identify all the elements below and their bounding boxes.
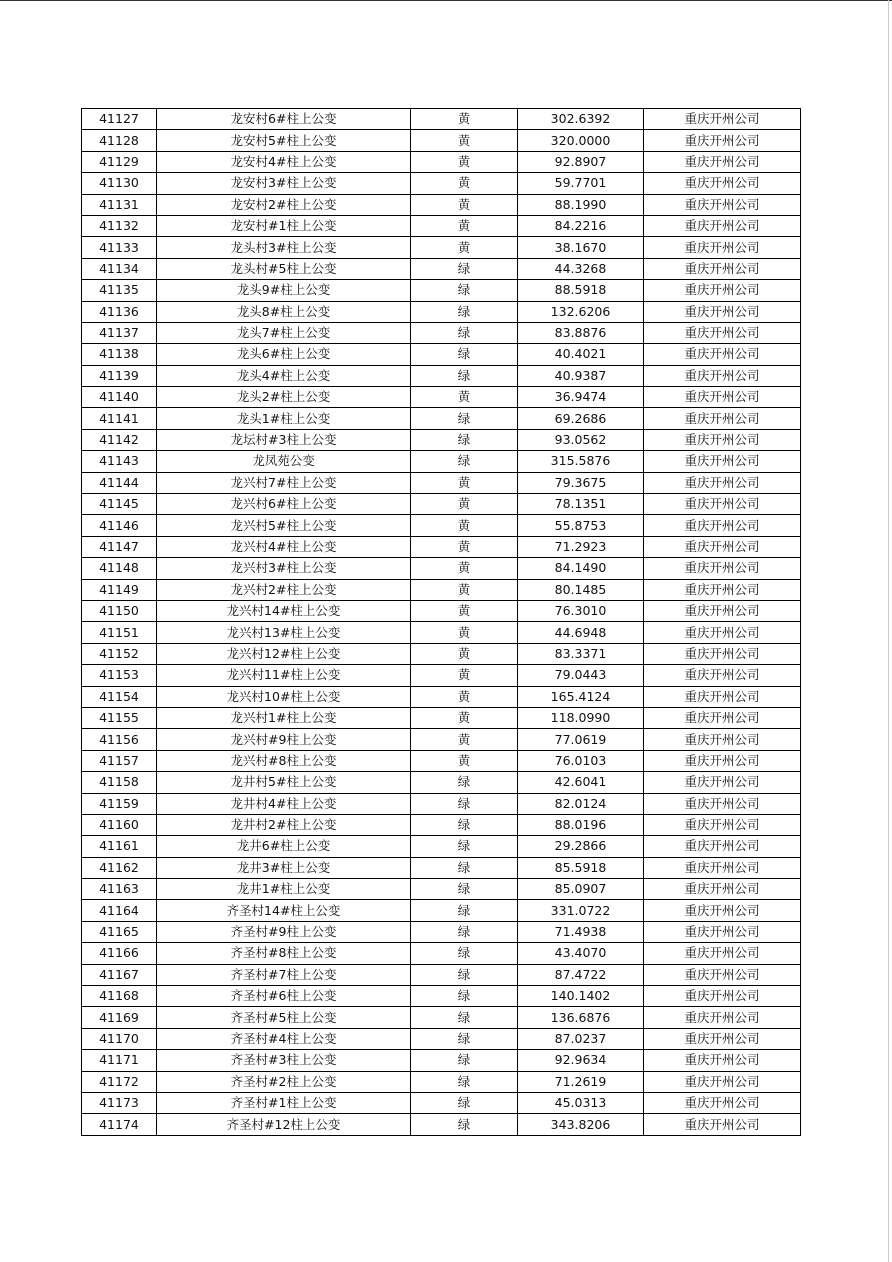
row-id-cell: 41137 — [82, 322, 157, 343]
status-cell: 绿 — [411, 814, 518, 835]
value-cell: 132.6206 — [518, 301, 644, 322]
row-id-cell: 41173 — [82, 1092, 157, 1113]
status-cell: 绿 — [411, 429, 518, 450]
transformer-name-cell: 龙兴村10#柱上公变 — [157, 686, 411, 707]
table-row — [82, 665, 801, 686]
transformer-name-cell: 龙兴村1#柱上公变 — [157, 707, 411, 728]
status-cell: 黄 — [411, 215, 518, 236]
row-id-cell: 41132 — [82, 215, 157, 236]
table-row — [82, 1092, 801, 1113]
transformer-name-cell: 齐圣村#2柱上公变 — [157, 1071, 411, 1092]
table-row — [82, 1071, 801, 1092]
table-row — [82, 429, 801, 450]
company-cell: 重庆开州公司 — [644, 729, 801, 750]
row-id-cell: 41130 — [82, 173, 157, 194]
value-cell: 45.0313 — [518, 1092, 644, 1113]
status-cell: 黄 — [411, 665, 518, 686]
transformer-name-cell: 齐圣村#12柱上公变 — [157, 1114, 411, 1135]
value-cell: 88.5918 — [518, 280, 644, 301]
table-row — [82, 322, 801, 343]
company-cell: 重庆开州公司 — [644, 643, 801, 664]
transformer-name-cell: 齐圣村#9柱上公变 — [157, 921, 411, 942]
company-cell: 重庆开州公司 — [644, 365, 801, 386]
company-cell: 重庆开州公司 — [644, 1028, 801, 1049]
company-cell: 重庆开州公司 — [644, 451, 801, 472]
company-cell: 重庆开州公司 — [644, 921, 801, 942]
status-cell: 绿 — [411, 1092, 518, 1113]
row-id-cell: 41157 — [82, 750, 157, 771]
table-row — [82, 494, 801, 515]
table-row — [82, 900, 801, 921]
value-cell: 165.4124 — [518, 686, 644, 707]
row-id-cell: 41171 — [82, 1050, 157, 1071]
status-cell: 黄 — [411, 579, 518, 600]
status-cell: 绿 — [411, 964, 518, 985]
transformer-name-cell: 龙头6#柱上公变 — [157, 344, 411, 365]
row-id-cell: 41152 — [82, 643, 157, 664]
status-cell: 绿 — [411, 1071, 518, 1092]
value-cell: 69.2686 — [518, 408, 644, 429]
value-cell: 78.1351 — [518, 494, 644, 515]
transformer-name-cell: 龙井1#柱上公变 — [157, 879, 411, 900]
value-cell: 140.1402 — [518, 986, 644, 1007]
row-id-cell: 41163 — [82, 879, 157, 900]
row-id-cell: 41167 — [82, 964, 157, 985]
company-cell: 重庆开州公司 — [644, 258, 801, 279]
value-cell: 320.0000 — [518, 130, 644, 151]
status-cell: 绿 — [411, 1007, 518, 1028]
value-cell: 331.0722 — [518, 900, 644, 921]
value-cell: 343.8206 — [518, 1114, 644, 1135]
row-id-cell: 41170 — [82, 1028, 157, 1049]
transformer-name-cell: 龙兴村3#柱上公变 — [157, 558, 411, 579]
transformer-name-cell: 龙头2#柱上公变 — [157, 387, 411, 408]
company-cell: 重庆开州公司 — [644, 622, 801, 643]
value-cell: 44.6948 — [518, 622, 644, 643]
company-cell: 重庆开州公司 — [644, 109, 801, 130]
status-cell: 绿 — [411, 451, 518, 472]
status-cell: 黄 — [411, 622, 518, 643]
status-cell: 黄 — [411, 173, 518, 194]
transformer-name-cell: 龙井村2#柱上公变 — [157, 814, 411, 835]
value-cell: 88.1990 — [518, 194, 644, 215]
value-cell: 85.5918 — [518, 857, 644, 878]
transformer-name-cell: 龙安村5#柱上公变 — [157, 130, 411, 151]
company-cell: 重庆开州公司 — [644, 1114, 801, 1135]
status-cell: 黄 — [411, 686, 518, 707]
value-cell: 55.8753 — [518, 515, 644, 536]
row-id-cell: 41129 — [82, 151, 157, 172]
transformer-name-cell: 龙安村6#柱上公变 — [157, 109, 411, 130]
company-cell: 重庆开州公司 — [644, 964, 801, 985]
company-cell: 重庆开州公司 — [644, 836, 801, 857]
value-cell: 77.0619 — [518, 729, 644, 750]
company-cell: 重庆开州公司 — [644, 515, 801, 536]
value-cell: 71.2923 — [518, 536, 644, 557]
table-row — [82, 1028, 801, 1049]
table-row — [82, 173, 801, 194]
table-row — [82, 836, 801, 857]
row-id-cell: 41161 — [82, 836, 157, 857]
status-cell: 绿 — [411, 365, 518, 386]
status-cell: 绿 — [411, 280, 518, 301]
transformer-name-cell: 龙井村4#柱上公变 — [157, 793, 411, 814]
transformer-name-cell: 齐圣村#1柱上公变 — [157, 1092, 411, 1113]
row-id-cell: 41128 — [82, 130, 157, 151]
table-row — [82, 1007, 801, 1028]
transformer-name-cell: 龙兴村12#柱上公变 — [157, 643, 411, 664]
transformer-name-cell: 龙头村#5柱上公变 — [157, 258, 411, 279]
row-id-cell: 41143 — [82, 451, 157, 472]
transformer-name-cell: 齐圣村#7柱上公变 — [157, 964, 411, 985]
status-cell: 绿 — [411, 1028, 518, 1049]
transformer-name-cell: 龙兴村11#柱上公变 — [157, 665, 411, 686]
page-top-border — [0, 0, 892, 1]
company-cell: 重庆开州公司 — [644, 472, 801, 493]
company-cell: 重庆开州公司 — [644, 558, 801, 579]
transformer-name-cell: 龙头7#柱上公变 — [157, 322, 411, 343]
row-id-cell: 41162 — [82, 857, 157, 878]
table-row — [82, 579, 801, 600]
company-cell: 重庆开州公司 — [644, 1007, 801, 1028]
company-cell: 重庆开州公司 — [644, 408, 801, 429]
table-row — [82, 857, 801, 878]
transformer-name-cell: 齐圣村#8柱上公变 — [157, 943, 411, 964]
company-cell: 重庆开州公司 — [644, 857, 801, 878]
status-cell: 绿 — [411, 772, 518, 793]
value-cell: 40.9387 — [518, 365, 644, 386]
table-row — [82, 1050, 801, 1071]
table-body — [82, 109, 801, 1136]
table-row — [82, 109, 801, 130]
value-cell: 88.0196 — [518, 814, 644, 835]
status-cell: 黄 — [411, 643, 518, 664]
transformer-name-cell: 龙兴村6#柱上公变 — [157, 494, 411, 515]
company-cell: 重庆开州公司 — [644, 1050, 801, 1071]
row-id-cell: 41174 — [82, 1114, 157, 1135]
company-cell: 重庆开州公司 — [644, 814, 801, 835]
status-cell: 黄 — [411, 109, 518, 130]
row-id-cell: 41148 — [82, 558, 157, 579]
table-row — [82, 600, 801, 621]
company-cell: 重庆开州公司 — [644, 579, 801, 600]
value-cell: 38.1670 — [518, 237, 644, 258]
status-cell: 黄 — [411, 494, 518, 515]
transformer-name-cell: 龙头4#柱上公变 — [157, 365, 411, 386]
value-cell: 42.6041 — [518, 772, 644, 793]
row-id-cell: 41154 — [82, 686, 157, 707]
status-cell: 绿 — [411, 258, 518, 279]
status-cell: 黄 — [411, 558, 518, 579]
company-cell: 重庆开州公司 — [644, 536, 801, 557]
status-cell: 黄 — [411, 387, 518, 408]
row-id-cell: 41166 — [82, 943, 157, 964]
transformer-name-cell: 龙头9#柱上公变 — [157, 280, 411, 301]
transformer-table — [81, 108, 801, 1136]
row-id-cell: 41144 — [82, 472, 157, 493]
value-cell: 87.0237 — [518, 1028, 644, 1049]
table-row — [82, 280, 801, 301]
transformer-name-cell: 龙兴村5#柱上公变 — [157, 515, 411, 536]
table-row — [82, 387, 801, 408]
value-cell: 59.7701 — [518, 173, 644, 194]
company-cell: 重庆开州公司 — [644, 1092, 801, 1113]
company-cell: 重庆开州公司 — [644, 173, 801, 194]
transformer-name-cell: 齐圣村14#柱上公变 — [157, 900, 411, 921]
status-cell: 绿 — [411, 943, 518, 964]
status-cell: 黄 — [411, 237, 518, 258]
value-cell: 71.2619 — [518, 1071, 644, 1092]
value-cell: 76.3010 — [518, 600, 644, 621]
table-row — [82, 643, 801, 664]
status-cell: 绿 — [411, 900, 518, 921]
value-cell: 82.0124 — [518, 793, 644, 814]
value-cell: 44.3268 — [518, 258, 644, 279]
company-cell: 重庆开州公司 — [644, 665, 801, 686]
table-row — [82, 536, 801, 557]
value-cell: 92.9634 — [518, 1050, 644, 1071]
table-row — [82, 729, 801, 750]
row-id-cell: 41141 — [82, 408, 157, 429]
value-cell: 80.1485 — [518, 579, 644, 600]
table-row — [82, 194, 801, 215]
status-cell: 绿 — [411, 1050, 518, 1071]
transformer-name-cell: 龙兴村13#柱上公变 — [157, 622, 411, 643]
company-cell: 重庆开州公司 — [644, 301, 801, 322]
transformer-name-cell: 龙凤苑公变 — [157, 451, 411, 472]
value-cell: 29.2866 — [518, 836, 644, 857]
company-cell: 重庆开州公司 — [644, 280, 801, 301]
table-row — [82, 772, 801, 793]
value-cell: 83.8876 — [518, 322, 644, 343]
table-row — [82, 750, 801, 771]
transformer-name-cell: 齐圣村#5柱上公变 — [157, 1007, 411, 1028]
company-cell: 重庆开州公司 — [644, 793, 801, 814]
transformer-name-cell: 龙坛村#3柱上公变 — [157, 429, 411, 450]
transformer-name-cell: 龙头村3#柱上公变 — [157, 237, 411, 258]
transformer-name-cell: 龙兴村#9柱上公变 — [157, 729, 411, 750]
row-id-cell: 41153 — [82, 665, 157, 686]
row-id-cell: 41155 — [82, 707, 157, 728]
company-cell: 重庆开州公司 — [644, 429, 801, 450]
company-cell: 重庆开州公司 — [644, 943, 801, 964]
page-right-edge — [888, 0, 889, 1262]
status-cell: 绿 — [411, 921, 518, 942]
value-cell: 315.5876 — [518, 451, 644, 472]
row-id-cell: 41147 — [82, 536, 157, 557]
company-cell: 重庆开州公司 — [644, 194, 801, 215]
transformer-name-cell: 齐圣村#3柱上公变 — [157, 1050, 411, 1071]
table-row — [82, 515, 801, 536]
status-cell: 绿 — [411, 1114, 518, 1135]
transformer-name-cell: 齐圣村#4柱上公变 — [157, 1028, 411, 1049]
company-cell: 重庆开州公司 — [644, 322, 801, 343]
company-cell: 重庆开州公司 — [644, 344, 801, 365]
value-cell: 93.0562 — [518, 429, 644, 450]
row-id-cell: 41158 — [82, 772, 157, 793]
value-cell: 84.1490 — [518, 558, 644, 579]
value-cell: 85.0907 — [518, 879, 644, 900]
transformer-name-cell: 龙头8#柱上公变 — [157, 301, 411, 322]
row-id-cell: 41168 — [82, 986, 157, 1007]
company-cell: 重庆开州公司 — [644, 707, 801, 728]
table-row — [82, 686, 801, 707]
transformer-name-cell: 齐圣村#6柱上公变 — [157, 986, 411, 1007]
table-row — [82, 793, 801, 814]
transformer-name-cell: 龙头1#柱上公变 — [157, 408, 411, 429]
row-id-cell: 41139 — [82, 365, 157, 386]
status-cell: 绿 — [411, 793, 518, 814]
value-cell: 83.3371 — [518, 643, 644, 664]
value-cell: 136.6876 — [518, 1007, 644, 1028]
row-id-cell: 41151 — [82, 622, 157, 643]
company-cell: 重庆开州公司 — [644, 750, 801, 771]
table-row — [82, 301, 801, 322]
company-cell: 重庆开州公司 — [644, 387, 801, 408]
company-cell: 重庆开州公司 — [644, 215, 801, 236]
row-id-cell: 41165 — [82, 921, 157, 942]
company-cell: 重庆开州公司 — [644, 686, 801, 707]
table-row — [82, 215, 801, 236]
value-cell: 79.0443 — [518, 665, 644, 686]
value-cell: 79.3675 — [518, 472, 644, 493]
company-cell: 重庆开州公司 — [644, 237, 801, 258]
company-cell: 重庆开州公司 — [644, 151, 801, 172]
status-cell: 黄 — [411, 536, 518, 557]
row-id-cell: 41138 — [82, 344, 157, 365]
company-cell: 重庆开州公司 — [644, 879, 801, 900]
company-cell: 重庆开州公司 — [644, 772, 801, 793]
transformer-name-cell: 龙安村#1柱上公变 — [157, 215, 411, 236]
status-cell: 黄 — [411, 729, 518, 750]
transformer-name-cell: 龙兴村#8柱上公变 — [157, 750, 411, 771]
transformer-name-cell: 龙兴村14#柱上公变 — [157, 600, 411, 621]
company-cell: 重庆开州公司 — [644, 130, 801, 151]
status-cell: 黄 — [411, 750, 518, 771]
company-cell: 重庆开州公司 — [644, 600, 801, 621]
status-cell: 绿 — [411, 344, 518, 365]
transformer-name-cell: 龙安村3#柱上公变 — [157, 173, 411, 194]
status-cell: 黄 — [411, 151, 518, 172]
value-cell: 302.6392 — [518, 109, 644, 130]
row-id-cell: 41142 — [82, 429, 157, 450]
value-cell: 71.4938 — [518, 921, 644, 942]
status-cell: 绿 — [411, 322, 518, 343]
status-cell: 黄 — [411, 194, 518, 215]
table-row — [82, 622, 801, 643]
transformer-name-cell: 龙兴村2#柱上公变 — [157, 579, 411, 600]
status-cell: 绿 — [411, 836, 518, 857]
status-cell: 绿 — [411, 408, 518, 429]
table-row — [82, 921, 801, 942]
transformer-name-cell: 龙安村2#柱上公变 — [157, 194, 411, 215]
company-cell: 重庆开州公司 — [644, 900, 801, 921]
transformer-name-cell: 龙井3#柱上公变 — [157, 857, 411, 878]
table-row — [82, 130, 801, 151]
company-cell: 重庆开州公司 — [644, 986, 801, 1007]
status-cell: 绿 — [411, 857, 518, 878]
table-row — [82, 344, 801, 365]
row-id-cell: 41136 — [82, 301, 157, 322]
value-cell: 36.9474 — [518, 387, 644, 408]
status-cell: 绿 — [411, 986, 518, 1007]
table-row — [82, 964, 801, 985]
table-row — [82, 365, 801, 386]
row-id-cell: 41169 — [82, 1007, 157, 1028]
row-id-cell: 41164 — [82, 900, 157, 921]
value-cell: 87.4722 — [518, 964, 644, 985]
table-row — [82, 814, 801, 835]
table-row — [82, 1114, 801, 1135]
status-cell: 黄 — [411, 130, 518, 151]
table-row — [82, 472, 801, 493]
status-cell: 黄 — [411, 707, 518, 728]
row-id-cell: 41145 — [82, 494, 157, 515]
transformer-name-cell: 龙井6#柱上公变 — [157, 836, 411, 857]
table-row — [82, 943, 801, 964]
value-cell: 76.0103 — [518, 750, 644, 771]
table-row — [82, 408, 801, 429]
table-row — [82, 258, 801, 279]
row-id-cell: 41127 — [82, 109, 157, 130]
table-row — [82, 558, 801, 579]
row-id-cell: 41150 — [82, 600, 157, 621]
transformer-name-cell: 龙兴村7#柱上公变 — [157, 472, 411, 493]
row-id-cell: 41135 — [82, 280, 157, 301]
transformer-name-cell: 龙兴村4#柱上公变 — [157, 536, 411, 557]
row-id-cell: 41149 — [82, 579, 157, 600]
value-cell: 118.0990 — [518, 707, 644, 728]
row-id-cell: 41131 — [82, 194, 157, 215]
value-cell: 43.4070 — [518, 943, 644, 964]
row-id-cell: 41172 — [82, 1071, 157, 1092]
table-row — [82, 451, 801, 472]
status-cell: 黄 — [411, 515, 518, 536]
row-id-cell: 41140 — [82, 387, 157, 408]
table-row — [82, 707, 801, 728]
table-row — [82, 237, 801, 258]
transformer-name-cell: 龙井村5#柱上公变 — [157, 772, 411, 793]
status-cell: 黄 — [411, 600, 518, 621]
status-cell: 绿 — [411, 879, 518, 900]
company-cell: 重庆开州公司 — [644, 494, 801, 515]
table-row — [82, 879, 801, 900]
row-id-cell: 41159 — [82, 793, 157, 814]
status-cell: 黄 — [411, 472, 518, 493]
row-id-cell: 41133 — [82, 237, 157, 258]
row-id-cell: 41146 — [82, 515, 157, 536]
value-cell: 40.4021 — [518, 344, 644, 365]
row-id-cell: 41156 — [82, 729, 157, 750]
value-cell: 84.2216 — [518, 215, 644, 236]
status-cell: 绿 — [411, 301, 518, 322]
row-id-cell: 41134 — [82, 258, 157, 279]
table-row — [82, 986, 801, 1007]
transformer-name-cell: 龙安村4#柱上公变 — [157, 151, 411, 172]
table-row — [82, 151, 801, 172]
company-cell: 重庆开州公司 — [644, 1071, 801, 1092]
value-cell: 92.8907 — [518, 151, 644, 172]
row-id-cell: 41160 — [82, 814, 157, 835]
